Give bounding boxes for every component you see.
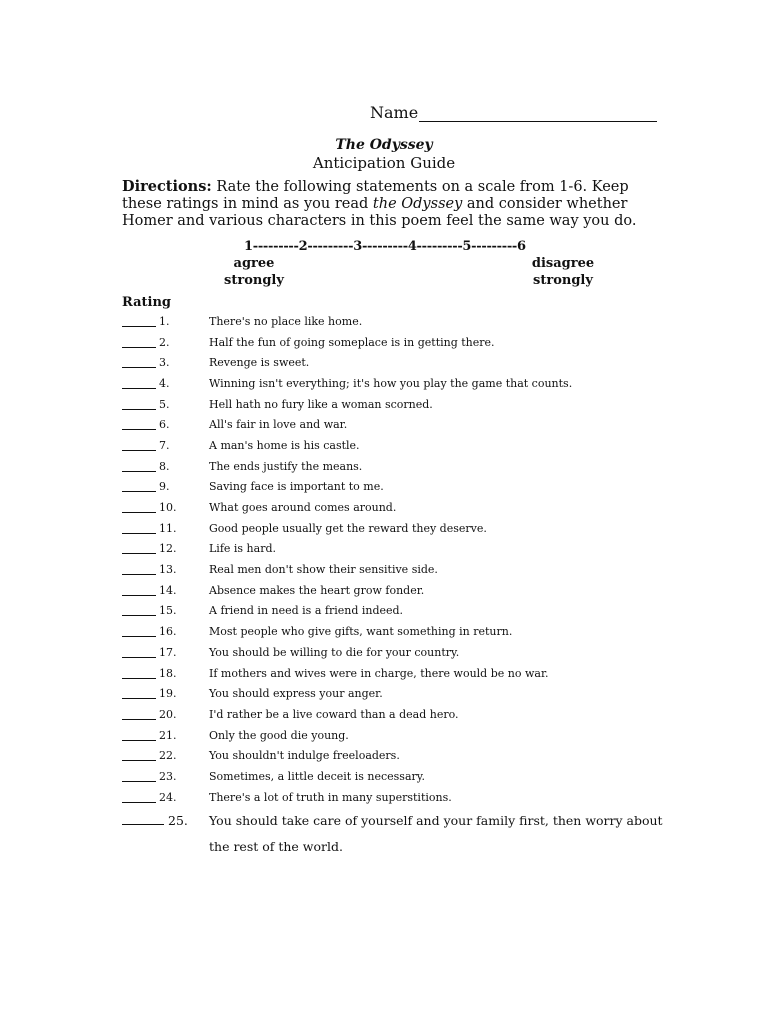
statement-number: 24. <box>159 790 177 804</box>
statement-item <box>122 601 662 622</box>
statement-item <box>122 477 662 498</box>
rating-blank[interactable] <box>122 647 156 658</box>
statement-number: 15. <box>159 604 177 618</box>
statement-text: Winning isn't everything; it's how you play the game that counts. <box>209 376 573 390</box>
rating-blank[interactable] <box>122 730 156 741</box>
statement-text: You should express your anger. <box>209 687 383 701</box>
statement-item <box>122 518 662 539</box>
statement-item <box>122 332 662 353</box>
rating-blank[interactable] <box>122 440 156 451</box>
statement-text: Good people usually get the reward they deserve. <box>209 521 487 535</box>
directions-text-after: and consider whether Homer and various characters in this poem feel the same way you do. <box>122 196 637 229</box>
statement-text: You shouldn't indulge freeloaders. <box>209 749 400 763</box>
statement-item <box>122 663 662 684</box>
statement-item <box>122 766 662 787</box>
rating-blank[interactable] <box>122 337 156 348</box>
name-label: Name <box>370 103 419 122</box>
rating-heading: Rating <box>122 295 172 310</box>
statement-text: A man's home is his castle. <box>209 438 360 452</box>
rating-blank[interactable] <box>122 399 156 410</box>
directions-label: Directions: <box>122 178 212 195</box>
statement-text: Most people who give gifts, want something in return. <box>209 625 513 639</box>
statement-text: Real men don't show their sensitive side. <box>209 563 438 577</box>
statement-number: 20. <box>159 707 177 721</box>
statement-item <box>122 725 662 746</box>
statement-item <box>122 435 662 456</box>
rating-blank[interactable] <box>122 481 156 492</box>
statement-item <box>122 683 662 704</box>
statement-number: 19. <box>159 687 177 701</box>
statement-text: Saving face is important to me. <box>209 480 384 494</box>
statement-number: 10. <box>159 501 177 515</box>
rating-blank[interactable] <box>122 585 156 596</box>
statement-text: Half the fun of going someplace is in getting there. <box>209 335 495 349</box>
scale-disagree-label <box>528 255 598 289</box>
scale-agree-strongly: strongly <box>224 273 284 288</box>
rating-blank[interactable] <box>122 668 156 679</box>
statement-text: A friend in need is a friend indeed. <box>209 604 404 618</box>
statement-text: Revenge is sweet. <box>209 356 310 370</box>
statement-item <box>122 539 662 560</box>
statement-item <box>122 394 662 415</box>
rating-blank[interactable] <box>122 357 156 368</box>
rating-blank[interactable] <box>122 316 156 327</box>
statement-item <box>122 414 662 435</box>
scale-disagree-word: disagree <box>531 256 595 271</box>
name-blank-line[interactable] <box>419 106 657 122</box>
directions-italic-title: the Odyssey <box>372 196 463 212</box>
statement-text: All's fair in love and war. <box>209 418 348 432</box>
statement-number: 4. <box>159 376 170 390</box>
rating-blank[interactable] <box>122 792 156 803</box>
statement-item <box>122 352 662 373</box>
statement-item <box>122 787 662 808</box>
statement-number: 3. <box>159 356 170 370</box>
scale-agree-label <box>224 255 284 289</box>
rating-blank[interactable] <box>122 419 156 430</box>
rating-blank[interactable] <box>122 811 164 825</box>
rating-blank[interactable] <box>122 626 156 637</box>
statement-number: 5. <box>159 397 170 411</box>
statement-number: 6. <box>159 418 170 432</box>
rating-blank[interactable] <box>122 688 156 699</box>
directions-paragraph <box>122 178 662 230</box>
statement-list <box>122 311 662 808</box>
document-title: The Odyssey <box>335 137 433 153</box>
statement-number: 22. <box>159 749 177 763</box>
statement-item <box>122 559 662 580</box>
statement-item <box>122 704 662 725</box>
statement-item <box>122 311 662 332</box>
statement-text: Hell hath no fury like a woman scorned. <box>209 397 433 411</box>
statement-text: Only the good die young. <box>209 728 349 742</box>
name-field[interactable] <box>370 103 657 122</box>
statement-text: Sometimes, a little deceit is necessary. <box>209 769 426 783</box>
statement-number: 12. <box>159 542 177 556</box>
rating-blank[interactable] <box>122 461 156 472</box>
statement-number: 16. <box>159 625 177 639</box>
rating-blank[interactable] <box>122 605 156 616</box>
statement-text: What goes around comes around. <box>209 501 397 515</box>
statement-number: 21. <box>159 728 177 742</box>
rating-blank[interactable] <box>122 750 156 761</box>
statement-number: 2. <box>159 335 170 349</box>
statement-number: 18. <box>159 666 177 680</box>
statement-text: There's a lot of truth in many superstitions. <box>209 790 452 804</box>
statement-text: If mothers and wives were in charge, there would be no war. <box>209 666 549 680</box>
rating-blank[interactable] <box>122 543 156 554</box>
directions-text-before: Rate the following statements on a scale from 1-6. Keep these ratings in mind as you read <box>122 179 629 212</box>
statement-text: The ends justify the means. <box>209 459 363 473</box>
statement-item <box>122 456 662 477</box>
rating-scale-line: 1---------2---------3---------4---------5---------6 <box>244 239 526 254</box>
statement-number: 11. <box>159 521 177 535</box>
rating-blank[interactable] <box>122 523 156 534</box>
statement-item <box>122 621 662 642</box>
rating-blank[interactable] <box>122 771 156 782</box>
statement-number: 8. <box>159 459 170 473</box>
statement-number: 14. <box>159 583 177 597</box>
statement-number: 17. <box>159 645 177 659</box>
rating-blank[interactable] <box>122 502 156 513</box>
statement-item <box>122 745 662 766</box>
rating-blank[interactable] <box>122 564 156 575</box>
statement-number: 7. <box>159 438 170 452</box>
statement-number: 13. <box>159 563 177 577</box>
statement-number: 25. <box>168 813 188 828</box>
statement-text: I'd rather be a live coward than a dead hero. <box>209 707 459 721</box>
statement-text: Life is hard. <box>209 542 276 556</box>
statement-number: 9. <box>159 480 170 494</box>
scale-disagree-strongly: strongly <box>533 273 593 288</box>
statement-item <box>122 580 662 601</box>
scale-agree-word: agree <box>233 256 275 271</box>
statement-item-25 <box>122 808 663 854</box>
document-subtitle: Anticipation Guide <box>312 154 456 172</box>
statement-number: 1. <box>159 314 170 328</box>
statement-number: 23. <box>159 769 177 783</box>
statement-item <box>122 497 662 518</box>
statement-text: You should take care of yourself and your family first, then worry about the rest of the world. <box>209 813 663 854</box>
statement-text: Absence makes the heart grow fonder. <box>209 583 425 597</box>
statement-item <box>122 373 662 394</box>
statement-text: There's no place like home. <box>209 314 363 328</box>
rating-blank[interactable] <box>122 709 156 720</box>
statement-item <box>122 642 662 663</box>
rating-blank[interactable] <box>122 378 156 389</box>
statement-text: You should be willing to die for your country. <box>209 645 460 659</box>
